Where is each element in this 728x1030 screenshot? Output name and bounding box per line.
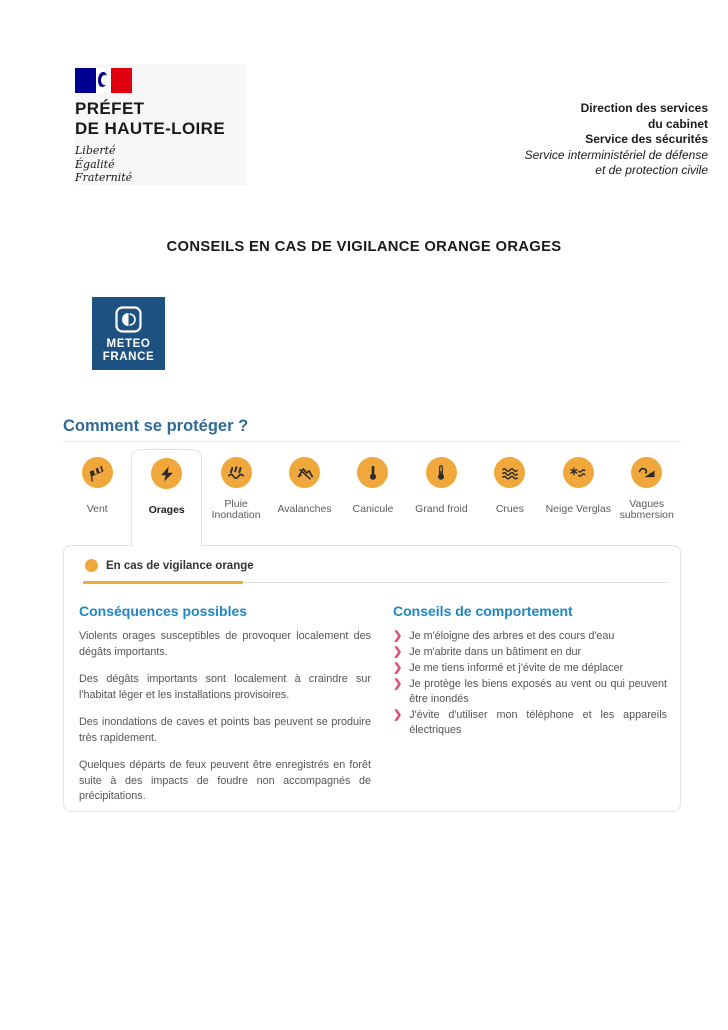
tab-label: Neige Verglas [545,503,611,516]
chevron-icon: ❯ [393,709,403,721]
tab-grand-froid[interactable] [407,449,475,546]
heading-divider [63,441,681,442]
service-line: du cabinet [647,116,708,131]
prefecture-logo [75,64,247,185]
chevron-icon: ❯ [393,678,403,690]
chevron-icon: ❯ [393,630,403,642]
status-row [85,559,254,572]
motto-liberte: Liberté [75,144,116,157]
service-line: Service interministériel de défense [524,147,708,162]
advice-item: ❯ Je m'abrite dans un bâtiment en dur [393,646,582,658]
widget-heading: Comment se protéger ? [63,417,249,435]
service-line: et de protection civile [595,163,708,178]
tab-label: Avalanches [277,503,332,516]
consequence-paragraph: Violents orages susceptibles de provoquer localement des dégâts importants. [79,630,371,658]
thermometer-cold-icon [426,457,457,488]
advice-item: ❯ Je me tiens informé et j'évite de me déplacer [393,662,624,674]
tab-label: Grand froid [415,503,468,516]
tab-orages[interactable] [131,449,201,547]
status-label: En cas de vigilance orange [106,559,254,572]
tab-avalanches[interactable] [270,449,338,546]
chevron-icon: ❯ [393,662,403,674]
gray-underline [243,582,667,583]
lightning-icon [151,458,182,489]
waves-icon [494,457,525,488]
service-line: Service des sécurités [585,132,708,147]
tab-vagues-submersion[interactable] [613,449,681,546]
tab-pluie-inondation[interactable] [202,449,270,546]
advice-item: ❯ Je protège les biens exposés au vent ou qui peuvent être inondés [393,678,667,705]
tab-label: Vent [86,503,108,516]
wave-submersion-icon [631,457,662,488]
tab-label: Vagues submersion [619,497,674,521]
tab-crues[interactable] [476,449,544,546]
advice-column [393,603,667,817]
meteo-france-icon [115,306,142,333]
tab-canicule[interactable] [339,449,407,546]
tab-neige-verglas[interactable] [544,449,612,546]
service-address-block [428,101,708,179]
tab-label: Orages [148,504,185,517]
consequences-heading: Conséquences possibles [79,603,248,619]
snow-ice-icon [563,457,594,488]
meteo-france-logo [92,297,165,370]
chevron-icon: ❯ [393,646,403,658]
orange-underline [83,581,243,584]
service-line: Direction des services [580,101,708,115]
prefecture-name-line1: PRÉFET [75,99,145,118]
tab-label: Pluie Inondation [211,497,261,521]
consequences-column [79,603,371,817]
tab-label: Canicule [352,503,394,516]
vigilance-tabs [63,449,681,546]
motto-fraternite: Fraternité [75,171,133,184]
status-underline [83,581,667,584]
motto-egalite: Égalité [75,157,115,171]
meteo-logo-line1: METEO [106,338,151,350]
consequence-paragraph: Des dégâts importants sont localement à craindre sur l'habitat léger et les installations provisoires. [79,673,371,701]
orange-dot-icon [85,559,98,572]
tab-label: Crues [495,503,524,516]
advice-heading: Conseils de comportement [393,603,573,619]
consequence-paragraph: Quelques départs de feux peuvent être enregistrés en forêt suite à des impacts de foudre non accompagnés de précipitations. [79,759,371,802]
windsock-icon [82,457,113,488]
meteo-logo-line2: FRANCE [102,351,155,363]
advice-item: ❯ J'évite d'utiliser mon téléphone et les appareils électriques [393,709,667,736]
tab-vent[interactable] [63,449,131,546]
advice-item: ❯ Je m'éloigne des arbres et des cours d'eau [393,630,615,642]
thermometer-hot-icon [357,457,388,488]
avalanche-icon [289,457,320,488]
vigilance-card [63,545,681,812]
consequence-paragraph: Des inondations de caves et points bas peuvent se produire très rapidement. [79,716,371,744]
rain-flood-icon [221,457,252,488]
prefecture-name-line2: DE HAUTE-LOIRE [75,118,226,138]
document-title: CONSEILS EN CAS DE VIGILANCE ORANGE ORAGES [166,239,562,255]
french-flag-icon [75,68,132,93]
